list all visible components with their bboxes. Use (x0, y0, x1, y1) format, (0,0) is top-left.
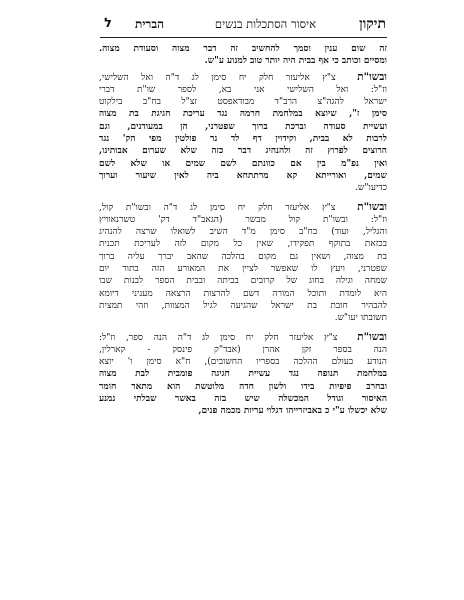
text-line (99, 121, 387, 133)
line-text: זה שום ענין וסמך להחשיב זה דבר מצוה וסעודת מצוה. (99, 44, 387, 54)
line-text: צ"ץ אליעזר חלק יח סימן לג ד"ה ואל השלישי, (99, 72, 336, 83)
text-line (99, 214, 387, 226)
line-text: לרבות לא בבית, וקידוין דף לד נר פולטין מפי הק' נגד (99, 134, 387, 145)
line-text: סימן ז", שיוצא במלחמת חרמה נגד עריכת חגיגת בת מצוה (99, 109, 387, 120)
paragraph-lead: ובשו"ת (357, 200, 387, 213)
paragraph-lead: ובשו"ת (357, 330, 387, 343)
text-line (99, 182, 387, 194)
line-text: בת מצוה, ושאין גם מקום בהלכה שהאב יברך עליה ברוך (99, 251, 387, 262)
line-text: ועשיית סעודה וברכת ברוך שפטרני, הן במעודנים, וגם (99, 121, 387, 132)
text-line (99, 96, 387, 108)
line-text: הנה בספר זקן אהרן (אבד"ק פינסק - קארלין, (99, 344, 387, 355)
header-section-name: תיקון (359, 16, 386, 32)
text-line (99, 393, 387, 405)
text-line (99, 108, 387, 120)
text-line (99, 201, 387, 214)
line-text: וז"ל: ואל השלישי אני בא, לספר שו"ת דברי (99, 84, 387, 95)
page-number: ל (104, 16, 112, 31)
line-text: ישראל להגה"צ הרב"ד מבודאפסט זצ"ל בח"ב בילקוט (99, 97, 387, 108)
running-header (98, 14, 386, 34)
line-text: צ"ץ אליעזר חלק יח סימן לג ד"ה הנה ספר, וז"ל: (99, 332, 338, 343)
header-book-name: הברית (134, 17, 164, 31)
header-title: איסור הסתכלות בנשים (214, 17, 316, 31)
text-line (99, 368, 387, 380)
paragraph (99, 71, 387, 195)
body-text (99, 43, 387, 418)
line-text: הנודע בעולם ההלכה בספריו החשובים), ח"א סימן ו' יוצא (99, 357, 387, 368)
text-line (99, 251, 387, 263)
line-text: האיסור וגודל המכשלה שיש בזה באשר שבלתי נמנע (99, 394, 387, 405)
line-text: שלא יכשלו ע"י כ באביזרייהו דגלוי עריות מכמה פנים, (198, 406, 387, 417)
line-text: להבהיר חובת בת ישראל שהגיעה לגיל המצוות, וזהי תמצית (99, 300, 387, 311)
header-rule (100, 37, 387, 38)
text-line (99, 263, 387, 275)
line-text: שמחה וגילה בחוג של קרובים בביתה ובבית הספר לבנות שבו (99, 276, 387, 287)
line-text: במלחמת תנופה נגד עשיית חגיגה פומבית לבת מצוה (99, 369, 387, 380)
text-line (99, 170, 387, 182)
line-text: וז"ל: ובשו"ת קול מבשר (הגאב"ד דק' טשרנאוויץ (99, 214, 387, 225)
text-line (99, 238, 387, 250)
text-line (99, 312, 387, 324)
line-text: והגליל, ועוד) בח"ב סימן מ"ד השיב לשואלו שרצה להנהיג (99, 227, 387, 238)
text-line (99, 356, 387, 368)
text-line (99, 331, 387, 344)
text-line (99, 344, 387, 356)
paragraph (99, 331, 387, 418)
text-line (99, 381, 387, 393)
paragraph (99, 201, 387, 325)
line-text: שפטרני, ויעץ לו שאפשר לציין את המאורע הזה בתור יום (99, 264, 387, 275)
line-text: הרוצים לפרוץ זה ולהנהיג דבר כזה שלא שערום אבותינו, (99, 146, 387, 157)
line-text: היא לומדת ותוכל המורה דשם להרצות הרצאה מעניני דיומא (99, 288, 387, 299)
text-line (99, 84, 387, 96)
line-text: בכזאת בתוקף תפקידו, שאין כל מקום לזה לעריכת תכנית (99, 239, 387, 250)
text-line (99, 275, 387, 287)
text-line (99, 226, 387, 238)
line-text: שמים, ואורייתא קא מרתתחא ביה לאין שיעור וערוך (99, 170, 387, 181)
text-line (99, 405, 387, 417)
text-line (99, 133, 387, 145)
text-line (99, 43, 387, 55)
line-text: תשובתו יעו"ש. (334, 313, 387, 324)
line-text: ובחרב פיפיות בידו ולשון חדה מלוטשת הוא מתאר חומר (99, 381, 387, 392)
line-text: ואין נפ"מ בין אם כוונתם לשם שמים או שלא לשם (99, 158, 387, 169)
text-line (99, 55, 387, 67)
text-line (99, 300, 387, 312)
text-line (99, 158, 387, 170)
line-text: ומסיים וכותב כי אף בבית היה יותר טוב למנוע ע"ש. (204, 56, 387, 67)
text-line (99, 71, 387, 84)
line-text: כדיעו"ש. (355, 183, 387, 194)
paragraph (99, 43, 387, 68)
text-line (99, 288, 387, 300)
paragraph-lead: ובשו"ת (357, 70, 387, 83)
line-text: צ"ץ אליעזר חלק יח סימן לג ד"ה ובשו"ת קול, (99, 202, 336, 213)
text-line (99, 145, 387, 157)
